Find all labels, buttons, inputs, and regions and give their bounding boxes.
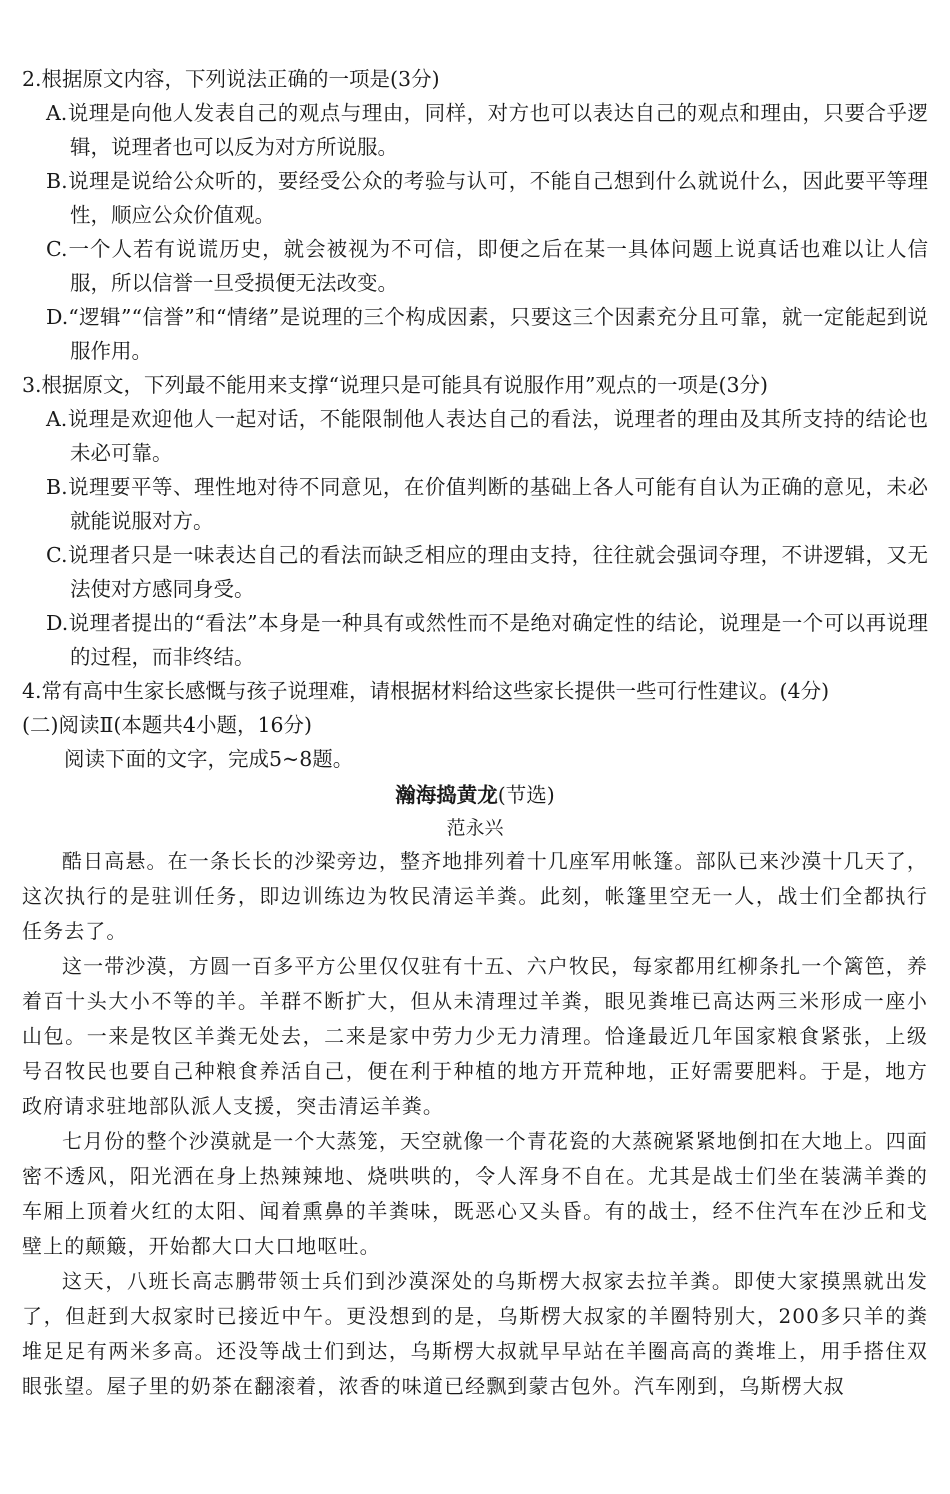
section-heading: (二)阅读Ⅱ(本题共4小题，16分) [22,713,313,737]
article-author: 范永兴 [446,817,504,839]
q2-option-c: C.一个人若有说谎历史，就会被视为不可信，即便之后在某一具体问题上说真话也难以让人信服，所以信誉一旦受损便无法改变。 [46,237,928,295]
article-title-text: 瀚海捣黄龙 [395,783,498,807]
article-paragraph-3: 七月份的整个沙漠就是一个大蒸笼，天空就像一个青花瓷的大蒸碗紧紧地倒扣在大地上。四面密不透风，阳光洒在身上热辣辣地、烧哄哄的，令人浑身不自在。尤其是战士们坐在装满羊粪的车厢上顶着火红的太阳、闻着熏鼻的羊粪味，既恶心又头昏。有的战士，经不住汽车在沙丘和戈壁上的颠簸，开始都大口大口地呕吐。 [22,1129,928,1258]
q3-option-c: C.说理者只是一味表达自己的看法而缺乏相应的理由支持，往往就会强词夺理，不讲逻辑，又无法使对方感同身受。 [46,543,928,601]
article-title [22,778,928,812]
q3-option-b: B.说理要平等、理性地对待不同意见，在价值判断的基础上各人可能有自认为正确的意见，未必就能说服对方。 [46,475,928,533]
q2-option-d: D.“逻辑”“信誉”和“情绪”是说理的三个构成因素，只要这三个因素充分且可靠，就一定能起到说服作用。 [46,305,928,363]
q3-stem: 3.根据原文，下列最不能用来支撑“说理只是可能具有说服作用”观点的一项是(3分) [22,373,769,397]
q4-stem: 4.常有高中生家长感慨与孩子说理难，请根据材料给这些家长提供一些可行性建议。(4分) [22,679,830,703]
article-paragraph-4: 这天，八班长高志鹏带领士兵们到沙漠深处的乌斯楞大叔家去拉羊粪。即使大家摸黑就出发了，但赶到大叔家时已接近中午。更没想到的是，乌斯楞大叔家的羊圈特别大，200多只羊的粪堆足足有两米多高。还没等战士们到达，乌斯楞大叔就早早站在羊圈高高的粪堆上，用手搭住双眼张望。屋子里的奶茶在翻滚着，浓香的味道已经飘到蒙古包外。汽车刚到，乌斯楞大叔 [22,1269,928,1398]
article-title-note: (节选) [497,783,555,807]
q2-option-a: A.说理是向他人发表自己的观点与理由，同样，对方也可以表达自己的观点和理由，只要合乎逻辑，说理者也可以反为对方所说服。 [46,101,928,159]
q2-option-b: B.说理是说给公众听的，要经受公众的考验与认可，不能自己想到什么就说什么，因此要平等理性，顺应公众价值观。 [46,169,928,227]
article-paragraph-2: 这一带沙漠，方圆一百多平方公里仅仅驻有十五、六户牧民，每家都用红柳条扎一个篱笆，养着百十头大小不等的羊。羊群不断扩大，但从未清理过羊粪，眼见粪堆已高达两三米形成一座小山包。一来是牧区羊粪无处去，二来是家中劳力少无力清理。恰逢最近几年国家粮食紧张，上级号召牧民也要自己种粮食养活自己，便在利于种植的地方开荒种地，正好需要肥料。于是，地方政府请求驻地部队派人支援，突击清运羊粪。 [22,954,928,1118]
reading-instruction: 阅读下面的文字，完成5~8题。 [64,747,354,771]
q3-option-d: D.说理者提出的“看法”本身是一种具有或然性而不是绝对确定性的结论，说理是一个可以再说理的过程，而非终结。 [46,611,928,669]
q3-option-a: A.说理是欢迎他人一起对话，不能限制他人表达自己的看法，说理者的理由及其所支持的结论也未必可靠。 [46,407,928,465]
article-paragraph-1: 酷日高悬。在一条长长的沙梁旁边，整齐地排列着十几座军用帐篷。部队已来沙漠十几天了，这次执行的是驻训任务，即边训练边为牧民清运羊粪。此刻，帐篷里空无一人，战士们全都执行任务去了。 [22,849,928,943]
q2-stem: 2.根据原文内容，下列说法正确的一项是(3分) [22,67,440,91]
